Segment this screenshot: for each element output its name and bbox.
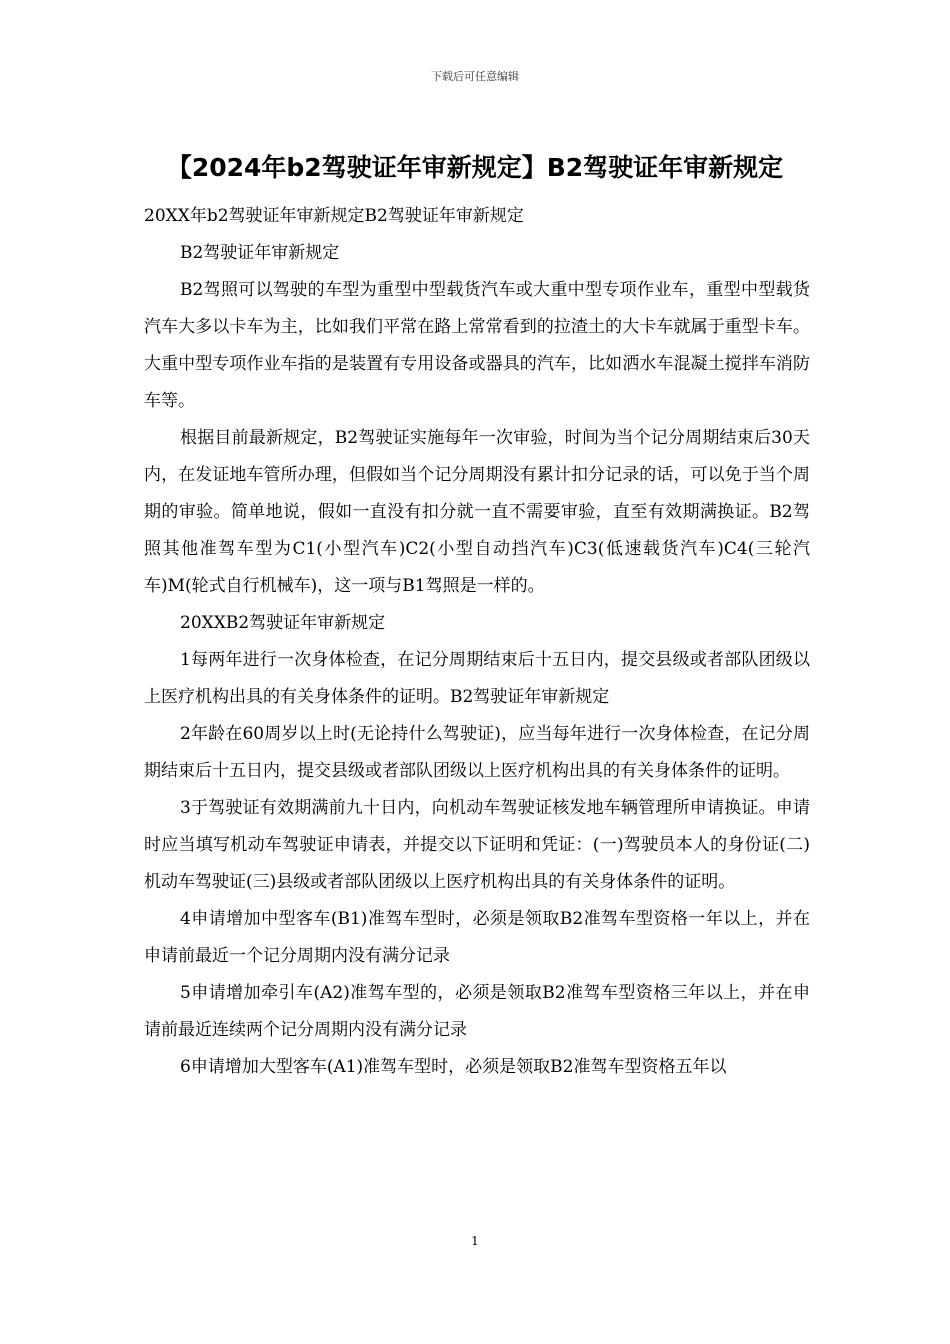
paragraph-rule-3: 3于驾驶证有效期满前九十日内，向机动车驾驶证核发地车辆管理所申请换证。申请时应当填写机动车驾驶证申请表，并提交以下证明和凭证：(一)驾驶员本人的身份证(二)机动车驾驶证(三)县级或者部队团级以上医疗机构出具的有关身体条件的证明。 bbox=[144, 798, 810, 892]
paragraph-subtitle: 20XX年b2驾驶证年审新规定B2驾驶证年审新规定 bbox=[144, 206, 524, 226]
paragraph-rule-5: 5申请增加牵引车(A2)准驾车型的，必须是领取B2准驾车型资格三年以上，并在申请前最近连续两个记分周期内没有满分记录 bbox=[144, 983, 810, 1040]
document-title: 【2024年b2驾驶证年审新规定】B2驾驶证年审新规定 bbox=[166, 153, 784, 182]
paragraph-inspection-rules: 根据目前最新规定，B2驾驶证实施每年一次审验，时间为当个记分周期结束后30天内，在发证地车管所办理，但假如当个记分周期没有累计扣分记录的话，可以免于当个周期的审验。简单地说，假如一直没有扣分就一直不需要审验，直至有效期满换证。B2驾照其他准驾车型为C1(小型汽车)C2(小型自动挡汽车)C3(低速载货汽车)C4(三轮汽车)M(轮式自行机械车)，这一项与B1驾照是一样的。 bbox=[144, 428, 810, 596]
paragraph-section-heading: 20XXB2驾驶证年审新规定 bbox=[180, 613, 386, 633]
paragraph-vehicle-types: B2驾照可以驾驶的车型为重型中型载货汽车或大重中型专项作业车，重型中型载货汽车大多以卡车为主，比如我们平常在路上常常看到的拉渣土的大卡车就属于重型卡车。大重中型专项作业车指的是装置有专用设备或器具的汽车，比如洒水车混凝土搅拌车消防车等。 bbox=[144, 280, 810, 411]
page-number: 1 bbox=[471, 1234, 479, 1248]
paragraph-rule-6: 6申请增加大型客车(A1)准驾车型时，必须是领取B2准驾车型资格五年以 bbox=[180, 1057, 727, 1077]
header-note: 下载后可任意编辑 bbox=[431, 70, 519, 83]
paragraph-rule-2: 2年龄在60周岁以上时(无论持什么驾驶证)，应当每年进行一次身体检查，在记分周期结束后十五日内，提交县级或者部队团级以上医疗机构出具的有关身体条件的证明。 bbox=[144, 724, 810, 781]
paragraph-rule-4: 4申请增加中型客车(B1)准驾车型时，必须是领取B2准驾车型资格一年以上，并在申请前最近一个记分周期内没有满分记录 bbox=[144, 909, 810, 966]
document-body bbox=[144, 198, 810, 1086]
paragraph-rule-1: 1每两年进行一次身体检查，在记分周期结束后十五日内，提交县级或者部队团级以上医疗机构出具的有关身体条件的证明。B2驾驶证年审新规定 bbox=[144, 650, 810, 707]
paragraph-heading: B2驾驶证年审新规定 bbox=[180, 243, 340, 263]
